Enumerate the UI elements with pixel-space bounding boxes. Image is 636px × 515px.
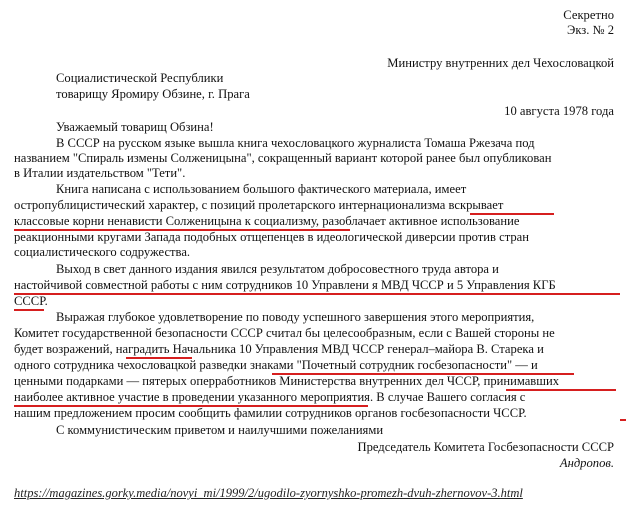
body-line: ценными подарками — пятерых оперработников Министерства внутренних дел ЧССР, принимавших xyxy=(14,374,559,388)
copy-number: Экз. № 2 xyxy=(567,23,614,37)
addressee-line-1: Министру внутренних дел Чехословацкой xyxy=(387,56,614,70)
highlight-underline xyxy=(272,373,574,375)
body-line: Комитет государственной безопасности СССР считал бы целесообразным, если с Вашей стороны не xyxy=(14,326,555,340)
highlight-underline xyxy=(14,405,368,407)
highlight-underline xyxy=(14,229,350,231)
addressee-line-3: товарищу Яромиру Обзине, г. Прага xyxy=(56,87,250,101)
highlight-underline xyxy=(14,309,44,311)
letter-date: 10 августа 1978 года xyxy=(504,104,614,118)
classification-mark: Секретно xyxy=(563,8,614,22)
body-line: одного сотрудника чехословацкой разведки знаками "Почетный сотрудник госбезопасности" — и xyxy=(14,358,538,372)
signature-title: Председатель Комитета Госбезопасности СССР xyxy=(357,440,614,454)
addressee-line-2: Социалистической Республики xyxy=(56,71,224,85)
signature-name: Андропов. xyxy=(559,456,614,470)
body-line: Выражая глубокое удовлетворение по поводу успешного завершения этого мероприятия, xyxy=(56,310,535,324)
body-line: будет возражений, наградить Начальника 10 Управления МВД ЧССР генерал–майора В. Старека и xyxy=(14,342,544,356)
body-line: социалистического содружества. xyxy=(14,245,191,259)
highlight-mark xyxy=(620,419,626,421)
body-line: наиболее активное участие в проведении указанного мероприятия. В случае Вашего согласия с xyxy=(14,390,526,404)
body-line: Выход в свет данного издания явился результатом добросовестного труда автора и xyxy=(56,262,499,276)
body-line: В СССР на русском языке вышла книга чехословацкого журналиста Томаша Ржезача под xyxy=(56,136,535,150)
body-line: настойчивой совместной работы с ним сотрудников 10 Управлени я МВД ЧССР и 5 Управления КГБ xyxy=(14,278,556,292)
body-line: в Италии издательством "Тети". xyxy=(14,166,186,180)
body-line: названием "Спираль измены Солженицына", сокращенный вариант которой ранее был опубликован xyxy=(14,151,552,165)
highlight-underline xyxy=(506,389,616,391)
body-line: СССР. xyxy=(14,294,48,308)
salutation: Уважаемый товарищ Обзина! xyxy=(56,120,214,134)
body-line: Книга написана с использованием большого фактического материала, имеет xyxy=(56,182,467,196)
source-link[interactable]: https://magazines.gorky.media/novyi_mi/1999/2/ugodilo-zyornyshko-promezh-dvuh-zhernovov-3.html xyxy=(14,486,523,500)
highlight-underline xyxy=(126,357,192,359)
body-line: нашим предложением просим сообщить фамилии сотрудников органов госбезопасности ЧССР. xyxy=(14,406,527,420)
body-line: классовые корни ненависти Солженицына к социализму, разоблачает активное использование xyxy=(14,214,520,228)
closing-line: С коммунистическим приветом и наилучшими пожеланиями xyxy=(56,423,384,437)
body-line: реакционными кругами Запада подобных отщепенцев в идеологической диверсии против стран xyxy=(14,230,529,244)
highlight-underline xyxy=(470,213,554,215)
body-line: остропублицистический характер, с позиций пролетарского интернационализма вскрывает xyxy=(14,198,504,212)
highlight-underline xyxy=(14,293,620,295)
